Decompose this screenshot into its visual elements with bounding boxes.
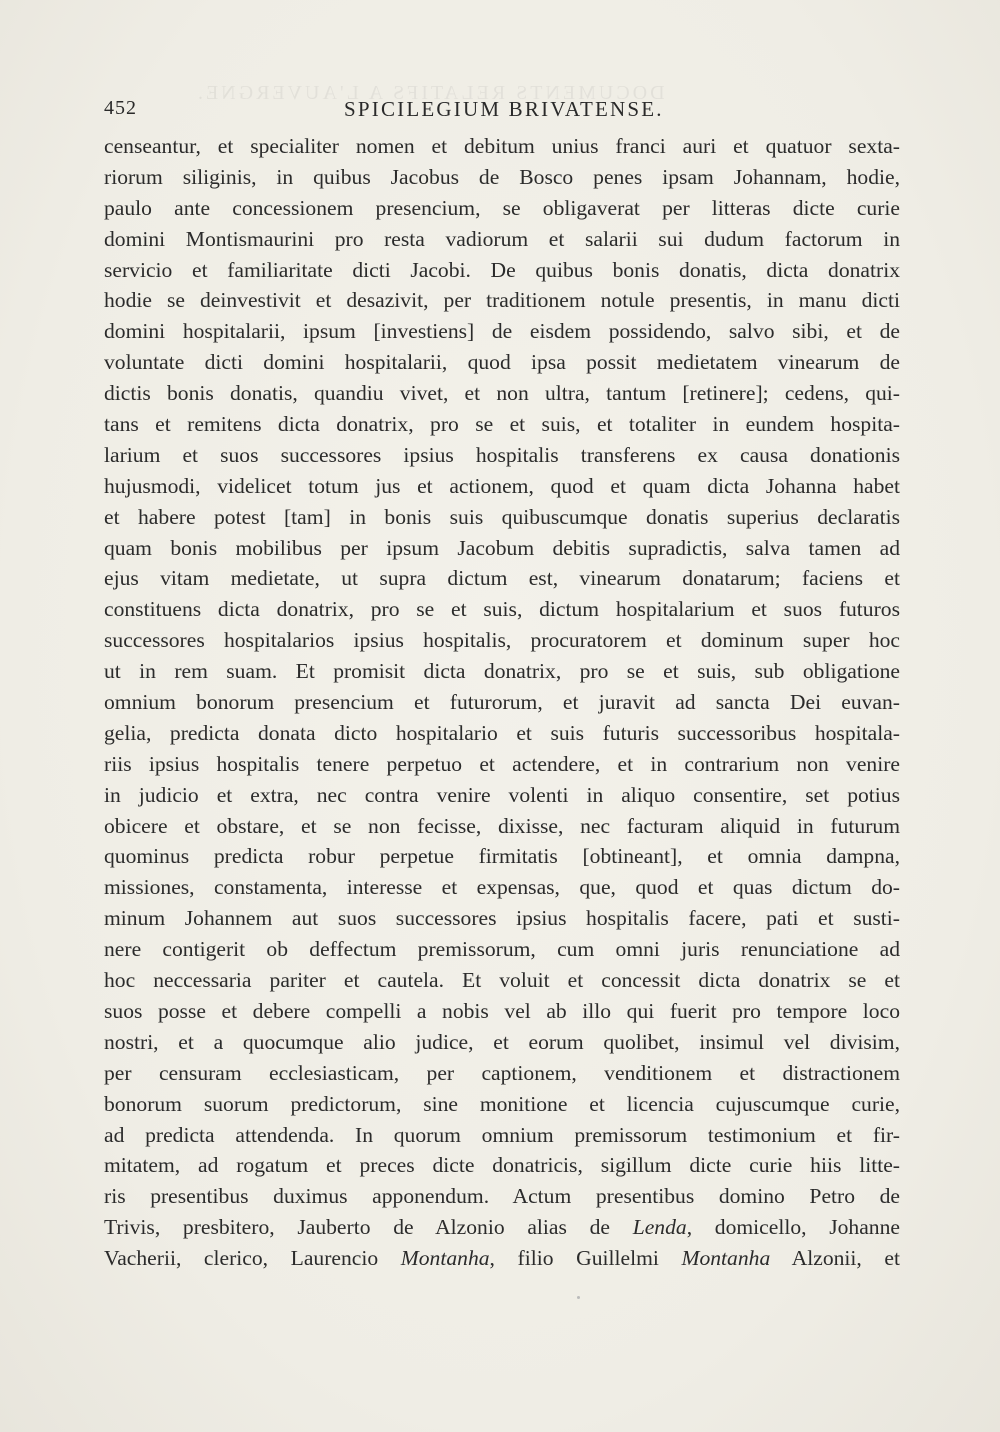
text-line: tans et remitens dicta donatrix, pro se et suis, et totaliter in eundem hospita- [104,412,900,437]
text-line: minum Johannem aut suos successores ipsius hospitalis facere, pati et susti- [104,906,900,931]
text-line: gelia, predicta donata dicto hospitalario et suis futuris successoribus hospitala- [104,720,900,745]
text-line: missiones, constamenta, interesse et expensas, que, quod et quas dictum do- [104,875,900,900]
running-title: SPICILEGIUM BRIVATENSE. [344,97,664,121]
page-number: 452 [104,97,137,119]
text-line: domini Montismaurini pro resta vadiorum et salarii sui dudum factorum in [104,226,900,251]
text-line: riorum siliginis, in quibus Jacobus de Bosco penes ipsam Johannam, hodie, [104,164,900,189]
text-line: hujusmodi, videlicet totum jus et actionem, quod et quam dicta Johanna habet [104,473,900,498]
text-line: ut in rem suam. Et promisit dicta donatrix, pro se et suis, sub obligatione [104,659,900,684]
text-line: nere contigerit ob deffectum premissorum, cum omni juris renunciatione ad [104,937,900,962]
text-line: quam bonis mobilibus per ipsum Jacobum debitis supradictis, salva tamen ad [104,535,900,560]
text-line: dictis bonis donatis, quandiu vivet, et non ultra, tantum [retinere]; cedens, qui- [104,381,900,406]
text-line: Vacherii, clerico, Laurencio Montanha, filio Guillelmi Montanha Alzonii, et [104,1246,900,1271]
text-line: constituens dicta donatrix, pro se et suis, dictum hospitalarium et suos futuros [104,597,900,622]
text-line: et habere potest [tam] in bonis suis quibuscumque donatis superius declaratis [104,504,900,529]
text-line: paulo ante concessionem presencium, se obligaverat per litteras dicte curie [104,195,900,220]
text-line: in judicio et extra, nec contra venire volenti in aliquo consentire, set potius [104,782,900,807]
text-line: bonorum suorum predictorum, sine monitione et licencia cujuscumque curie, [104,1091,900,1116]
text-line: suos posse et debere compelli a nobis vel ab illo qui fuerit pro tempore loco [104,998,900,1023]
text-line: mitatem, ad rogatum et preces dicte donatricis, sigillum dicte curie hiis litte- [104,1153,900,1178]
text-line: ad predicta attendenda. In quorum omnium premissorum testimonium et fir- [104,1122,900,1147]
text-line: Trivis, presbitero, Jauberto de Alzonio alias de Lenda, domicello, Johanne [104,1215,900,1240]
page-header [104,97,900,123]
text-line: ejus vitam medietate, ut supra dictum est, vinearum donatarum; faciens et [104,566,900,591]
text-line: ris presentibus duximus apponendum. Actum presentibus domino Petro de [104,1184,900,1209]
text-line: quominus predicta robur perpetue firmitatis [obtineant], et omnia dampna, [104,844,900,869]
text-line: censeantur, et specialiter nomen et debitum unius franci auri et quatuor sexta- [104,134,900,158]
show-through-text: DOCUMENTS RELATIFS A L'AUVERGNE. [195,82,665,104]
text-line: per censuram ecclesiasticam, per captionem, venditionem et distractionem [104,1060,900,1085]
text-line: successores hospitalarios ipsius hospitalis, procuratorem et dominum super hoc [104,628,900,653]
paper-speck [577,1296,580,1299]
text-line: nostri, et a quocumque alio judice, et eorum quolibet, insimul vel divisim, [104,1029,900,1054]
text-line: hodie se deinvestivit et desazivit, per traditionem notule presentis, in manu dicti [104,288,900,313]
text-line: hoc neccessaria pariter et cautela. Et voluit et concessit dicta donatrix se et [104,968,900,993]
text-line: omnium bonorum presencium et futurorum, et juravit ad sancta Dei euvan- [104,690,900,715]
text-line: obicere et obstare, et se non fecisse, dixisse, nec facturam aliquid in futurum [104,813,900,838]
text-line: voluntate dicti domini hospitalarii, quod ipsa possit medietatem vinearum de [104,350,900,375]
text-line: riis ipsius hospitalis tenere perpetuo et actendere, et in contrarium non venire [104,751,900,776]
text-line: larium et suos successores ipsius hospitalis transferens ex causa donationis [104,442,900,467]
text-line: servicio et familiaritate dicti Jacobi. De quibus bonis donatis, dicta donatrix [104,257,900,282]
body-text [104,131,900,1274]
text-line: domini hospitalarii, ipsum [investiens] de eisdem possidendo, salvo sibi, et de [104,319,900,344]
